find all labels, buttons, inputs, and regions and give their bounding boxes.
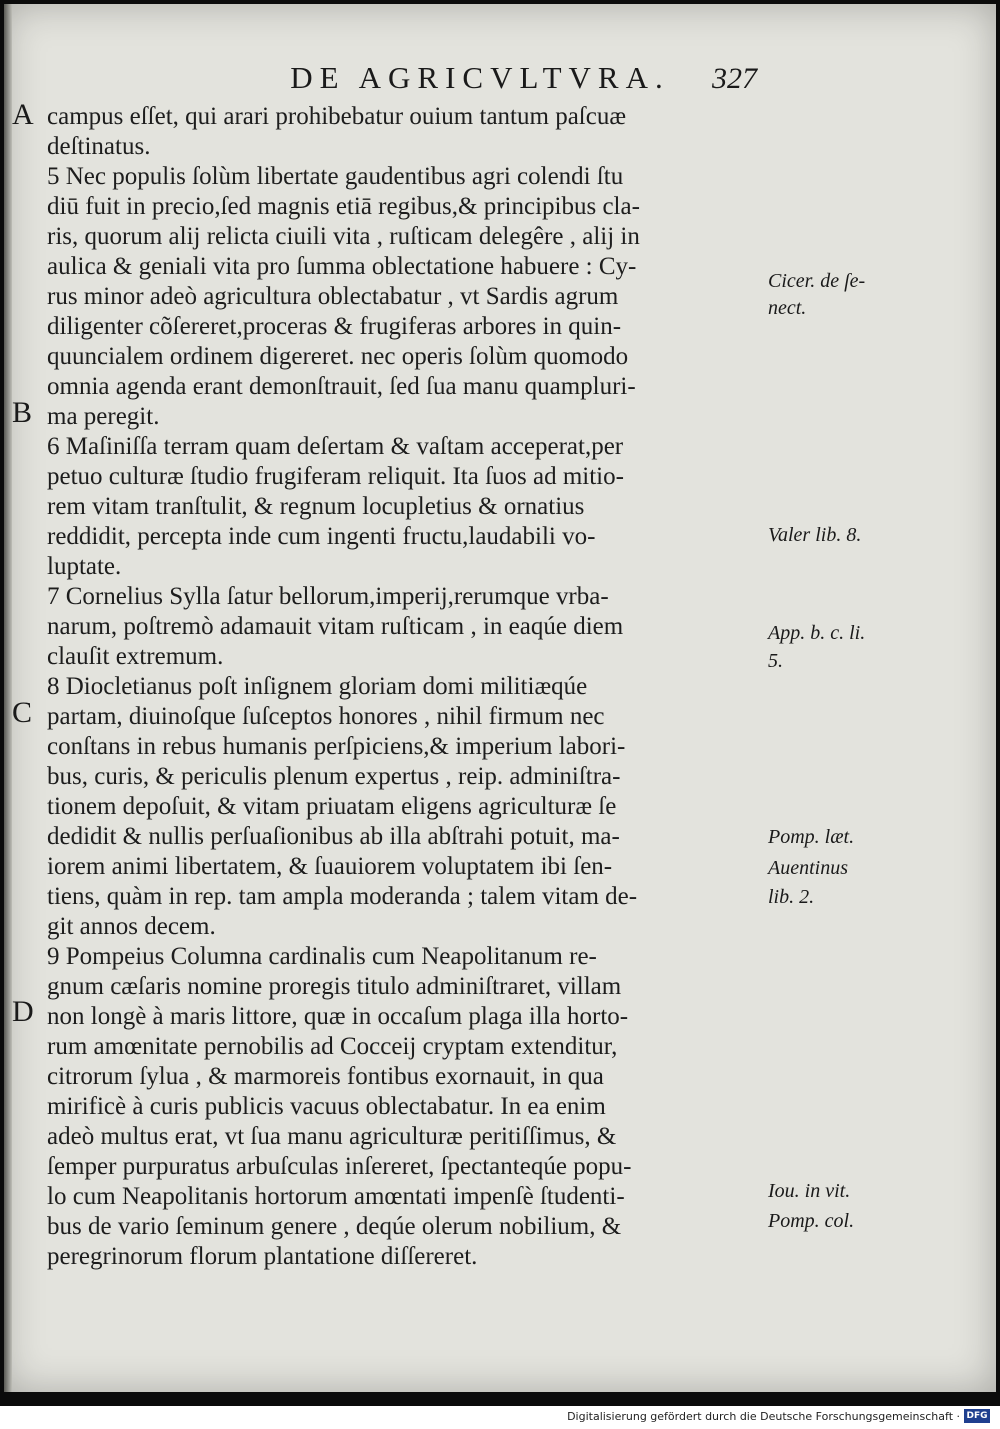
margin-note: Auentinus xyxy=(768,857,848,879)
text-line: omnia agenda erant demonſtrauit, ſed ſua manu quampluri- xyxy=(47,373,636,400)
section-letter-d: D xyxy=(12,995,34,1028)
text-line: diligenter cõſereret,proceras & frugiferas arbores in quin- xyxy=(47,313,622,340)
text-line: adeò multus erat, vt ſua manu agriculturæ peritiſſimus, & xyxy=(47,1123,617,1150)
text-line: bus, curis, & periculis plenum expertus , reip. adminiſtra- xyxy=(47,763,621,790)
funding-credit: Digitalisierung gefördert durch die Deutsche Forschungsgemeinschaft · xyxy=(567,1410,960,1423)
margin-note: Pomp. læt. xyxy=(768,826,855,848)
text-line: 5 Nec populis ſolùm libertate gaudentibus agri colendi ſtu xyxy=(47,163,624,190)
text-line: rus minor adeò agricultura oblectabatur , vt Sardis agrum xyxy=(47,283,619,310)
text-line: rum amœnitate pernobilis ad Cocceij cryptam extenditur, xyxy=(47,1033,618,1060)
margin-note: nect. xyxy=(768,297,807,319)
text-line: clauſit extremum. xyxy=(47,643,224,670)
text-line: peregrinorum florum plantatione diſſereret. xyxy=(47,1243,478,1270)
section-letter-a: A xyxy=(12,98,34,131)
dfg-logo: DFG xyxy=(964,1409,990,1423)
text-line: reddidit, percepta inde cum ingenti fructu,laudabili vo- xyxy=(47,523,596,550)
text-line: campus eſſet, qui arari prohibebatur ouium tantum paſcuæ xyxy=(47,103,627,130)
text-line: dedidit & nullis perſuaſionibus ab illa abſtrahi potuit, ma- xyxy=(47,823,620,850)
text-line: bus de vario ſeminum genere , deqúe olerum nobilium, & xyxy=(47,1213,622,1240)
text-line: tiens, quàm in rep. tam ampla moderanda ; talem vitam de- xyxy=(47,883,638,910)
margin-note: 5. xyxy=(768,650,783,672)
text-line: git annos decem. xyxy=(47,913,216,940)
text-line: conſtans in rebus humanis perſpiciens,& imperium labori- xyxy=(47,733,626,760)
text-line: petuo culturæ ſtudio frugiferam reliquit. Ita ſuos ad mitio- xyxy=(47,463,624,490)
text-line: deſtinatus. xyxy=(47,133,151,160)
text-line: 8 Diocletianus poſt inſignem gloriam domi militiæqúe xyxy=(47,673,588,700)
page-gutter-shadow xyxy=(4,4,12,1392)
text-line: ma peregit. xyxy=(47,403,160,430)
text-line: 6 Maſiniſſa terram quam deſertam & vaſtam acceperat,per xyxy=(47,433,624,460)
running-header: DE AGRICVLTVRA. xyxy=(290,60,670,95)
margin-note: App. b. c. li. xyxy=(768,622,866,644)
text-line: 7 Cornelius Sylla ſatur bellorum,imperij,rerumque vrba- xyxy=(47,583,609,610)
text-line: iorem animi libertatem, & ſuauiorem voluptatem ibi ſen- xyxy=(47,853,613,880)
text-line: non longè à maris littore, quæ in occaſum plaga illa horto- xyxy=(47,1003,629,1030)
margin-note: Valer lib. 8. xyxy=(768,524,862,546)
text-line: 9 Pompeius Columna cardinalis cum Neapolitanum re- xyxy=(47,943,597,970)
section-letter-b: B xyxy=(12,396,33,429)
text-line: tionem depoſuit, & vitam priuatam eligens agriculturæ ſe xyxy=(47,793,617,820)
text-line: mirificè à curis publicis vacuus oblectabatur. In ea enim xyxy=(47,1093,606,1120)
text-line: citrorum ſylua , & marmoreis fontibus exornauit, in qua xyxy=(47,1063,604,1090)
text-line: rem vitam tranſtulit, & regnum locupletius & ornatius xyxy=(47,493,585,520)
margin-note: Cicer. de ſe- xyxy=(768,270,866,292)
text-line: partam, diuinoſque ſuſceptos honores , nihil firmum nec xyxy=(47,703,605,730)
section-letter-c: C xyxy=(12,696,33,729)
page-number: 327 xyxy=(712,62,757,95)
text-line: narum, poſtremò adamauit vitam ruſticam , in eaqúe diem xyxy=(47,613,624,640)
text-line: quuncialem ordinem digereret. nec operis ſolùm quomodo xyxy=(47,343,629,370)
text-line: gnum cæſaris nomine proregis titulo adminiſtraret, villam xyxy=(47,973,622,1000)
text-line: ris, quorum alij relicta ciuili vita , ruſticam delegêre , alij in xyxy=(47,223,640,250)
margin-note: Iou. in vit. xyxy=(768,1180,851,1202)
text-line: luptate. xyxy=(47,553,122,580)
margin-note: Pomp. col. xyxy=(768,1210,855,1232)
margin-note: lib. 2. xyxy=(768,886,815,908)
text-line: aulica & geniali vita pro ſumma oblectatione habuere : Cy- xyxy=(47,253,637,280)
text-line: ſemper purpuratus arbuſculas inſereret, ſpectanteqúe popu- xyxy=(47,1153,632,1180)
text-line: lo cum Neapolitanis hortorum amœntati impenſè ſtudenti- xyxy=(47,1183,625,1210)
text-line: diū fuit in precio,ſed magnis etiā regibus,& principibus cla- xyxy=(47,193,640,220)
